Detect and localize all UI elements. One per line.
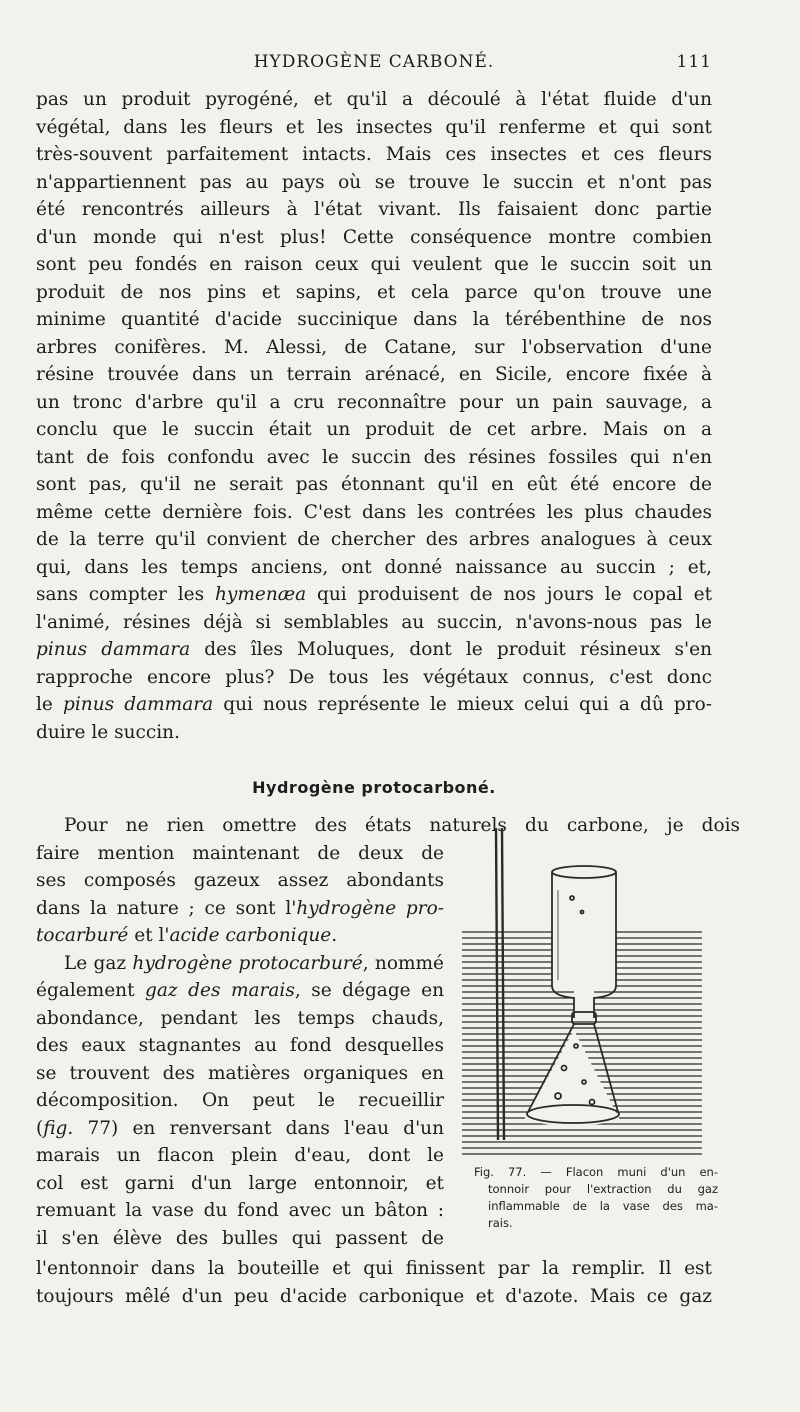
text-line: très-souvent parfaitement intacts. Mais ces insectes et ces fleurs <box>36 144 712 165</box>
text-line: minime quantité d'acide succinique dans la térébenthine de nos <box>36 309 712 330</box>
text-line: duire le succin. <box>36 721 180 743</box>
paragraph-continuation <box>36 1255 712 1310</box>
text-line: conclu que le succin était un produit de cet arbre. Mais on a <box>36 419 712 440</box>
text-line: dans la nature ; ce sont l'hydrogène pro- <box>36 897 444 919</box>
text-line: col est garni d'un large entonnoir, et <box>36 1172 444 1194</box>
text-line: tocarburé et l'acide carbonique. <box>36 925 338 946</box>
text-line: été rencontrés ailleurs à l'état vivant. Ils faisaient donc partie <box>36 199 712 220</box>
text-line: même cette dernière fois. C'est dans les contrées les plus chaudes <box>36 501 712 523</box>
caption-line: Fig. 77. — Flacon muni d'un en- <box>474 1165 718 1179</box>
text-line: pinus dammara des îles Moluques, dont le produit résineux s'en <box>36 639 712 660</box>
text-line: l'entonnoir dans la bouteille et qui finissent par la remplir. Il est <box>36 1258 712 1279</box>
text-line: décomposition. On peut le recueillir <box>36 1090 444 1111</box>
figure-caption <box>474 1164 718 1232</box>
text-line: arbres conifères. M. Alessi, de Catane, sur l'observation d'une <box>36 336 712 358</box>
caption-line: tonnoir pour l'extraction du gaz <box>488 1182 718 1196</box>
text-line: se trouvent des matières organiques en <box>36 1062 444 1084</box>
text-line: toujours mêlé d'un peu d'acide carbonique et d'azote. Mais ce gaz <box>36 1285 712 1307</box>
text-line: produit de nos pins et sapins, et cela parce qu'on trouve une <box>36 281 712 303</box>
text-line: sont pas, qu'il ne serait pas étonnant qu'il en eût été encore de <box>36 474 712 495</box>
text-line: végétal, dans les fleurs et les insectes qu'il renferme et qui sont <box>36 116 712 138</box>
text-line: rapproche encore plus? De tous les végétaux connus, c'est donc <box>36 666 712 688</box>
text-line: Pour ne rien omettre des états naturels du carbone, je dois <box>64 815 740 836</box>
text-line: des eaux stagnantes au fond desquelles <box>36 1035 444 1056</box>
text-line: il s'en élève des bulles qui passent de <box>36 1227 444 1249</box>
text-line: Le gaz hydrogène protocarburé, nommé <box>64 952 444 974</box>
paragraph-succin <box>36 86 712 746</box>
text-line: qui, dans les temps anciens, ont donné naissance au succin ; et, <box>36 556 712 578</box>
text-line: n'appartiennent pas au pays où se trouve le succin et n'ont pas <box>36 171 712 193</box>
text-line: sans compter les hymenæa qui produisent de nos jours le copal et <box>36 584 712 605</box>
caption-line: rais. <box>488 1216 513 1230</box>
text-line: (fig. 77) en renversant dans l'eau d'un <box>36 1117 444 1139</box>
running-head <box>36 52 712 76</box>
text-line: sont peu fondés en raison ceux qui veulent que le succin soit un <box>36 254 712 275</box>
text-line: l'animé, résines déjà si semblables au succin, n'avons-nous pas le <box>36 611 712 633</box>
figure-77-illustration <box>462 820 714 1160</box>
text-line: marais un flacon plein d'eau, dont le <box>36 1145 444 1166</box>
section-heading: Hydrogène protocarboné. <box>252 778 496 797</box>
text-line: le pinus dammara qui nous représente le mieux celui qui a dû pro- <box>36 694 712 715</box>
running-title: HYDROGÈNE CARBONÉ. <box>253 52 495 72</box>
text-line: également gaz des marais, se dégage en <box>36 980 444 1001</box>
text-line: faire mention maintenant de deux de <box>36 842 444 864</box>
text-line: tant de fois confondu avec le succin des résines fossiles qui n'en <box>36 446 712 468</box>
page-number: 111 <box>676 52 712 72</box>
stick <box>496 828 504 1140</box>
text-line: abondance, pendant les temps chauds, <box>36 1007 444 1029</box>
caption-line: inflammable de la vase des ma- <box>488 1199 718 1213</box>
text-line: remuant la vase du fond avec un bâton : <box>36 1200 444 1221</box>
text-line: pas un produit pyrogéné, et qu'il a découlé à l'état fluide d'un <box>36 89 712 110</box>
text-line: ses composés gazeux assez abondants <box>36 870 444 891</box>
text-line: de la terre qu'il convient de chercher des arbres analogues à ceux <box>36 529 712 550</box>
text-line: d'un monde qui n'est plus! Cette conséquence montre combien <box>36 226 712 248</box>
text-line: un tronc d'arbre qu'il a cru reconnaître pour un pain sauvage, a <box>36 391 712 413</box>
text-line: résine trouvée dans un terrain arénacé, en Sicile, encore fixée à <box>36 364 712 385</box>
